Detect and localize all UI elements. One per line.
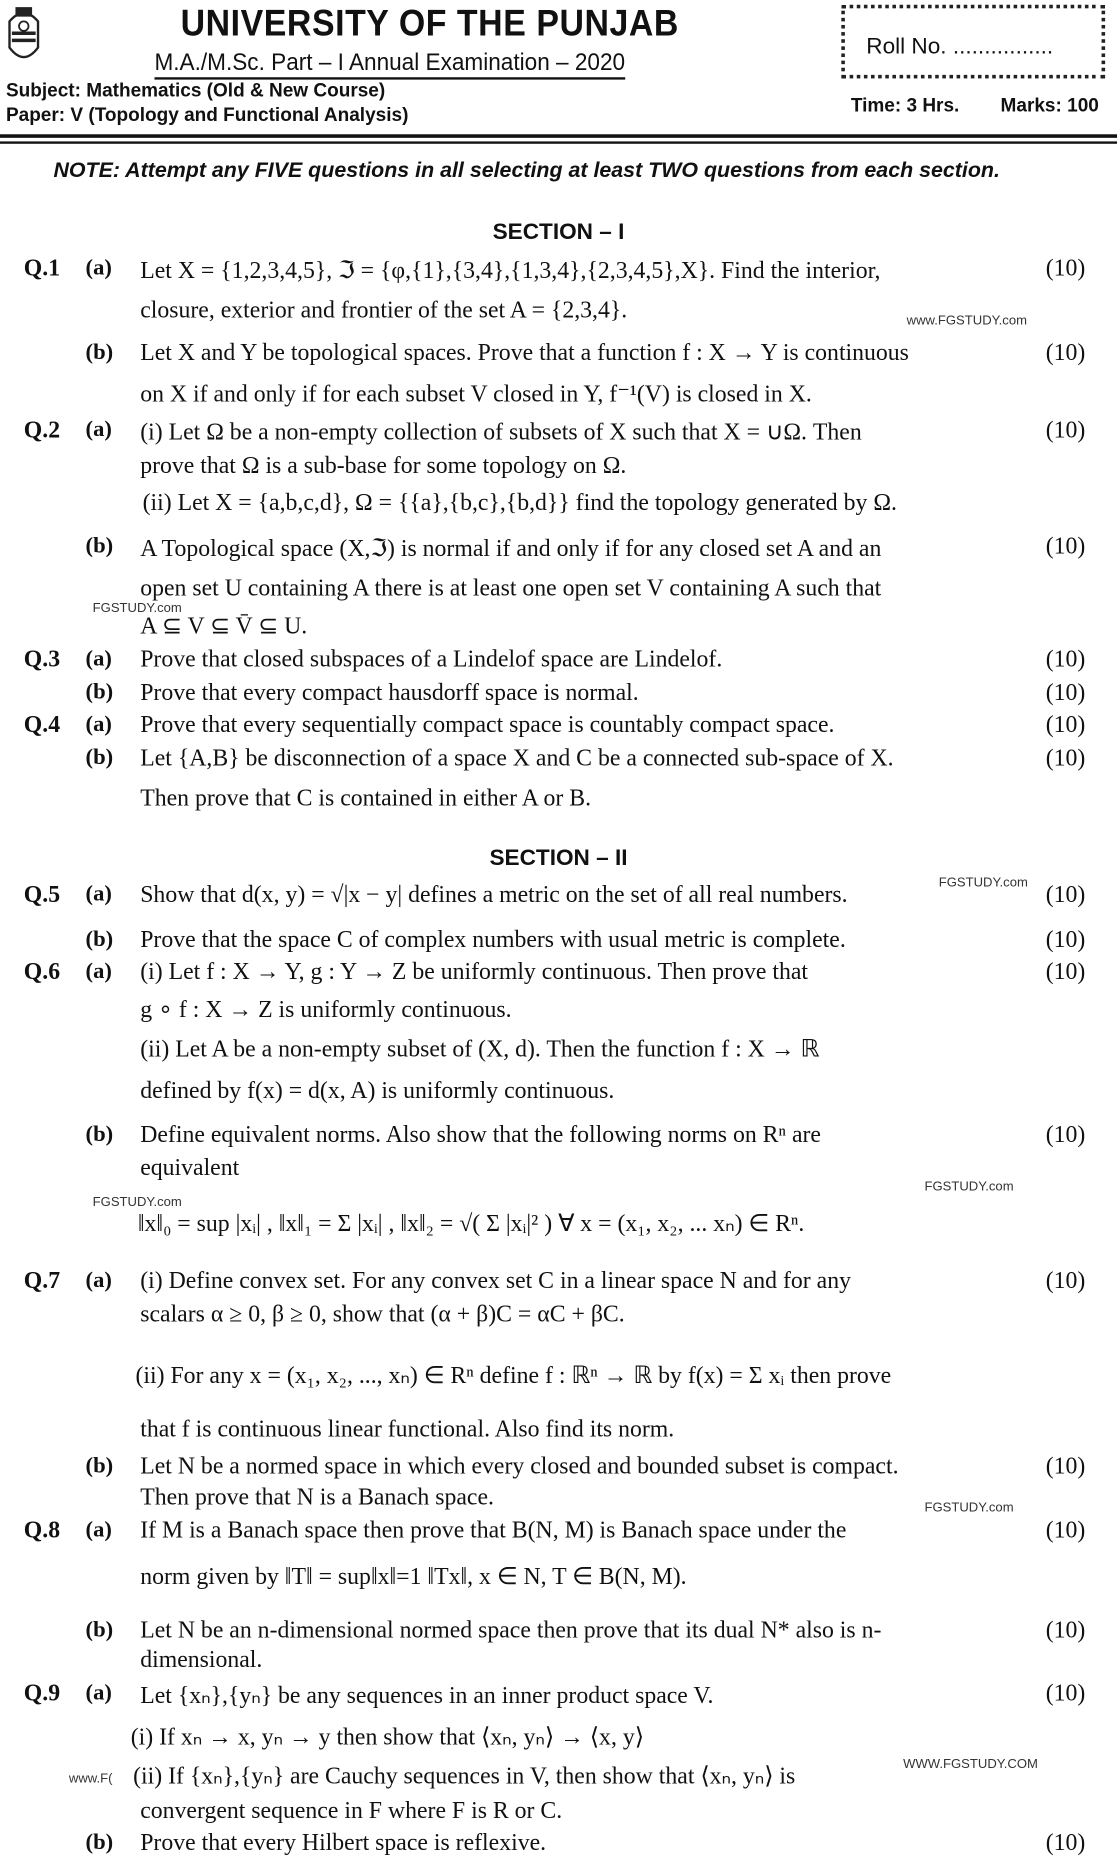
question-text: If M is a Banach space then prove that B(N, M) is Banach space under the (140, 1517, 847, 1544)
question-text: Let X and Y be topological spaces. Prove that a function f : X → Y is continuous (140, 339, 909, 366)
question-part: (a) (85, 881, 112, 907)
exam-title: M.A./M.Sc. Part – I Annual Examination – 2020 (154, 50, 625, 80)
question-part: (b) (85, 1121, 114, 1147)
question-marks: (10) (1045, 1121, 1086, 1148)
question-number: Q.1 (23, 255, 61, 282)
question-marks: (10) (1045, 646, 1086, 673)
question-part: (a) (85, 1517, 112, 1543)
section-heading: SECTION – I (492, 219, 625, 245)
question-text: Let N be an n-dimensional normed space then prove that its dual N* also is n- (140, 1617, 882, 1644)
question-part: (a) (85, 417, 112, 443)
watermark: FGSTUDY.com (938, 875, 1028, 891)
question-text: (i) Let f : X → Y, g : Y → Z be uniformly continuous. Then prove that (140, 958, 808, 986)
question-part: (a) (85, 646, 112, 672)
question-text: Define equivalent norms. Also show that the following norms on Rⁿ are (140, 1121, 821, 1148)
question-number: Q.7 (23, 1267, 61, 1295)
question-number: Q.8 (23, 1517, 61, 1544)
question-text: (i) Define convex set. For any convex set C in a linear space N and for any (140, 1267, 851, 1295)
question-marks: (10) (1045, 255, 1086, 282)
question-text: Then prove that N is a Banach space. (140, 1484, 494, 1511)
question-text: Prove that closed subspaces of a Lindelof space are Lindelof. (140, 646, 723, 673)
watermark: FGSTUDY.com (92, 601, 182, 616)
question-marks: (10) (1045, 1267, 1086, 1295)
question-text: that f is continuous linear functional. Also find its norm. (140, 1416, 675, 1443)
paper: Paper: V (Topology and Functional Analysis) (5, 105, 409, 126)
question-number: Q.4 (23, 711, 61, 738)
question-text: equivalent (140, 1155, 240, 1182)
question-text: Show that d(x, y) = √|x − y| defines a metric on the set of all real numbers. (140, 881, 848, 908)
question-part: (a) (85, 1267, 112, 1293)
question-text: defined by f(x) = d(x, A) is uniformly continuous. (140, 1077, 615, 1104)
question-text: scalars α ≥ 0, β ≥ 0, show that (α + β)C = αC + βC. (140, 1301, 625, 1328)
question-text: Let {xₙ},{yₙ} be any sequences in an inner product space V. (140, 1682, 714, 1709)
question-marks: (10) (1045, 533, 1086, 560)
divider (0, 141, 1117, 143)
watermark: FGSTUDY.com (92, 1195, 182, 1210)
question-text: Prove that every compact hausdorff space is normal. (140, 679, 639, 706)
question-number: Q.6 (23, 958, 61, 986)
time: Time: 3 Hrs. (850, 96, 960, 117)
question-marks: (10) (1045, 745, 1086, 772)
question-part: (b) (85, 679, 114, 705)
question-marks: (10) (1045, 1680, 1086, 1707)
question-part: (a) (85, 711, 112, 737)
question-marks: (10) (1045, 1517, 1086, 1544)
watermark: FGSTUDY.com (924, 1179, 1014, 1195)
question-number: Q.5 (23, 881, 61, 908)
divider (0, 134, 1117, 138)
question-text: ‖x‖₀ = sup |xᵢ| , ‖x‖₁ = Σ |xᵢ| , ‖x‖₂ = √( Σ |xᵢ|² ) ∀ x = (x₁, x₂, ... xₙ) ∈ Rⁿ. (137, 1210, 805, 1238)
question-marks: (10) (1045, 1617, 1086, 1644)
question-text: (ii) If {xₙ},{yₙ} are Cauchy sequences in V, then show that ⟨xₙ, yₙ⟩ is (133, 1763, 796, 1790)
question-text: convergent sequence in F where F is R or C. (140, 1797, 563, 1825)
question-marks: (10) (1045, 1453, 1086, 1480)
question-number: Q.3 (23, 646, 61, 673)
question-marks: (10) (1045, 339, 1086, 366)
question-text: A ⊆ V ⊆ V̄ ⊆ U. (140, 613, 308, 640)
roll-number: Roll No. ................ (866, 34, 1054, 60)
question-marks: (10) (1045, 1829, 1086, 1857)
question-text: Let N be a normed space in which every closed and bounded subset is compact. (140, 1453, 899, 1480)
question-marks: (10) (1045, 881, 1086, 908)
university-logo-icon (5, 5, 43, 67)
question-text: (ii) For any x = (x₁, x₂, ..., xₙ) ∈ Rⁿ define f : ℝⁿ → ℝ by f(x) = Σ xᵢ then prove (135, 1362, 892, 1390)
watermark: FGSTUDY.com (924, 1500, 1014, 1516)
question-number: Q.2 (23, 417, 61, 444)
question-text: g ∘ f : X → Z is uniformly continuous. (140, 996, 512, 1024)
question-text: A Topological space (X,ℑ) is normal if and only if for any closed set A and an (140, 535, 882, 563)
subject: Subject: Mathematics (Old & New Course) (5, 80, 386, 102)
question-part: (a) (85, 1680, 112, 1706)
question-text: norm given by ‖T‖ = sup‖x‖=1 ‖Tx‖, x ∈ N, T ∈ B(N, M). (140, 1563, 687, 1590)
question-text: on X if and only if for each subset V closed in Y, f⁻¹(V) is closed in X. (140, 381, 812, 408)
question-text: Prove that every Hilbert space is reflexive. (140, 1829, 547, 1857)
question-number: Q.9 (23, 1680, 61, 1707)
watermark: www.FGSTUDY.com (906, 313, 1028, 328)
question-part: (b) (85, 1829, 114, 1855)
question-text: prove that Ω is a sub-base for some topology on Ω. (140, 452, 627, 479)
question-part: (b) (85, 533, 114, 559)
question-part: (b) (85, 745, 114, 771)
question-marks: (10) (1045, 679, 1086, 706)
question-part: (b) (85, 339, 114, 365)
question-part: (a) (85, 255, 112, 281)
total-marks: Marks: 100 (1000, 96, 1099, 117)
question-marks: (10) (1045, 926, 1086, 954)
question-text: Then prove that C is contained in either A or B. (140, 785, 592, 812)
question-part: (a) (85, 958, 112, 984)
question-marks: (10) (1045, 417, 1086, 444)
roll-number-box (841, 5, 1105, 79)
question-marks: (10) (1045, 711, 1086, 738)
section-heading: SECTION – II (489, 846, 628, 872)
question-part: (b) (85, 926, 114, 952)
question-text: Let {A,B} be disconnection of a space X and C be a connected sub-space of X. (140, 745, 894, 772)
question-text: (ii) Let A be a non-empty subset of (X, d). Then the function f : X → ℝ (140, 1036, 820, 1063)
question-text: Let X = {1,2,3,4,5}, ℑ = {φ,{1},{3,4},{1,3,4},{2,3,4,5},X}. Find the interior, (140, 257, 881, 285)
question-text: (i) If xₙ → x, yₙ → y then show that ⟨xₙ, yₙ⟩ → ⟨x, y⟩ (130, 1724, 644, 1751)
question-text: Prove that the space C of complex numbers with usual metric is complete. (140, 926, 846, 954)
question-part: (b) (85, 1617, 114, 1643)
question-marks: (10) (1045, 958, 1086, 986)
question-text: open set U containing A there is at least one open set V containing A such that (140, 575, 882, 602)
question-text: dimensional. (140, 1646, 263, 1674)
question-text: (ii) Let X = {a,b,c,d}, Ω = {{a},{b,c},{b,d}} find the topology generated by Ω. (142, 489, 897, 516)
watermark: WWW.FGSTUDY.COM (903, 1757, 1038, 1772)
university-title: UNIVERSITY OF THE PUNJAB (180, 2, 679, 44)
question-text: (i) Let Ω be a non-empty collection of subsets of X such that X = ∪Ω. Then (140, 419, 862, 446)
watermark: www.F( (68, 1771, 113, 1787)
instructions-note: NOTE: Attempt any FIVE questions in all selecting at least TWO questions from each section. (53, 158, 1000, 182)
question-text: closure, exterior and frontier of the set A = {2,3,4}. (140, 297, 628, 324)
question-text: Prove that every sequentially compact space is countably compact space. (140, 711, 835, 738)
question-part: (b) (85, 1453, 114, 1479)
